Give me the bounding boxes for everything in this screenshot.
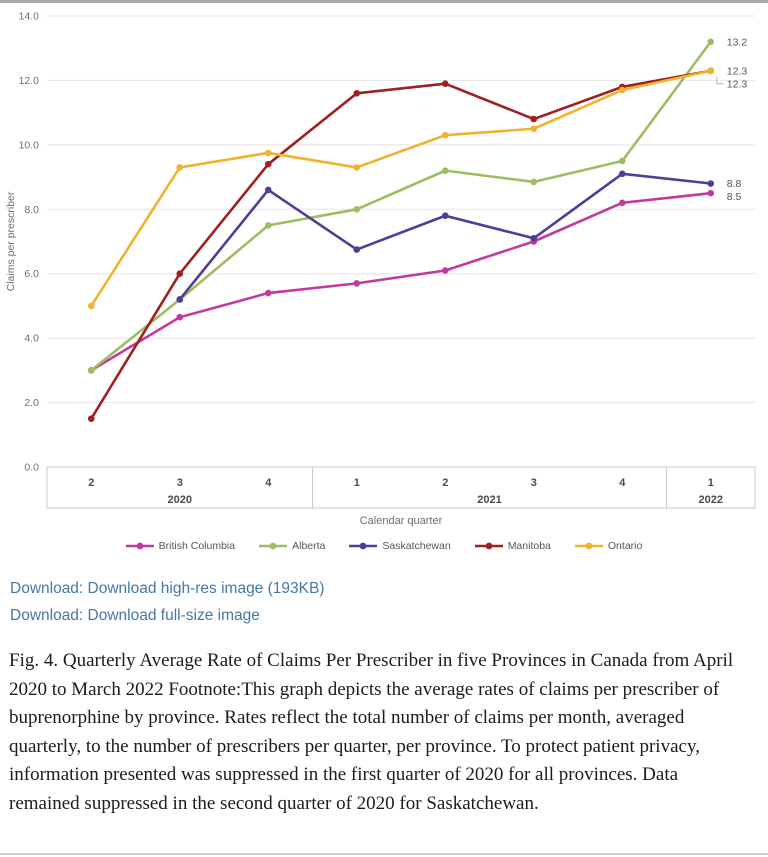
y-tick-label: 2.0 bbox=[24, 397, 39, 410]
legend-label: British Columbia bbox=[158, 539, 236, 552]
y-tick-label: 10.0 bbox=[18, 139, 39, 152]
legend-item-alberta bbox=[259, 540, 325, 552]
x-year-label: 2021 bbox=[477, 494, 502, 506]
y-tick-label: 8.0 bbox=[24, 203, 39, 216]
data-point-saskatchewan bbox=[707, 180, 714, 187]
legend-item-saskatchewan bbox=[349, 540, 450, 552]
data-point-british-columbia bbox=[353, 280, 360, 287]
data-point-british-columbia bbox=[176, 314, 183, 321]
download-full-size-row bbox=[10, 607, 768, 625]
data-point-ontario bbox=[265, 150, 272, 157]
chart-legend bbox=[0, 537, 768, 554]
data-point-ontario bbox=[619, 87, 626, 94]
data-point-manitoba bbox=[442, 80, 449, 87]
legend-marker-icon bbox=[126, 541, 154, 551]
legend-marker-icon bbox=[349, 541, 377, 551]
data-point-ontario bbox=[353, 164, 360, 171]
data-point-saskatchewan bbox=[265, 187, 272, 194]
data-point-ontario bbox=[442, 132, 449, 139]
data-point-saskatchewan bbox=[176, 296, 183, 303]
y-tick-label: 12.0 bbox=[18, 74, 39, 87]
y-tick-label: 0.0 bbox=[24, 461, 39, 474]
claims-per-prescriber-figure bbox=[0, 3, 768, 554]
series-line-saskatchewan bbox=[180, 174, 711, 300]
data-point-manitoba bbox=[530, 116, 537, 123]
download-prefix-label: Download: bbox=[10, 607, 88, 624]
y-tick-label: 4.0 bbox=[24, 332, 39, 345]
legend-marker-icon bbox=[575, 541, 603, 551]
data-point-saskatchewan bbox=[353, 246, 360, 253]
download-high-res-link[interactable]: Download high-res image (193KB) bbox=[87, 580, 325, 597]
data-point-ontario bbox=[707, 67, 714, 74]
value-label-saskatchewan: 8.8 bbox=[726, 178, 742, 191]
data-point-british-columbia bbox=[265, 290, 272, 297]
x-year-label: 2022 bbox=[698, 494, 723, 506]
legend-label: Alberta bbox=[292, 539, 326, 552]
series-line-british-columbia bbox=[91, 193, 711, 370]
x-quarter-label: 1 bbox=[707, 477, 714, 489]
legend-label: Ontario bbox=[607, 539, 643, 552]
download-prefix-label: Download: bbox=[10, 580, 88, 597]
legend-item-ontario bbox=[575, 540, 642, 552]
x-quarter-label: 4 bbox=[265, 477, 272, 489]
data-point-ontario bbox=[88, 303, 95, 310]
x-quarter-label: 2 bbox=[88, 477, 95, 489]
bottom-divider bbox=[0, 853, 768, 855]
series-line-manitoba bbox=[91, 71, 711, 419]
legend-item-manitoba bbox=[475, 540, 551, 552]
x-quarter-label: 3 bbox=[530, 477, 537, 489]
series-line-ontario bbox=[91, 71, 711, 306]
y-tick-label: 14.0 bbox=[18, 10, 39, 23]
value-label-ontario: 12.3 bbox=[726, 78, 748, 91]
value-label-british-columbia: 8.5 bbox=[726, 191, 742, 204]
y-axis-title: Claims per prescriber bbox=[5, 191, 17, 292]
data-point-ontario bbox=[530, 125, 537, 132]
x-quarter-label: 1 bbox=[353, 477, 360, 489]
data-point-manitoba bbox=[176, 270, 183, 277]
data-point-alberta bbox=[88, 367, 95, 374]
y-tick-label: 6.0 bbox=[24, 268, 39, 281]
x-quarter-label: 2 bbox=[442, 477, 449, 489]
data-point-manitoba bbox=[88, 415, 95, 422]
legend-marker-icon bbox=[475, 541, 503, 551]
data-point-saskatchewan bbox=[442, 212, 449, 219]
line-chart bbox=[0, 3, 768, 531]
data-point-ontario bbox=[176, 164, 183, 171]
download-links bbox=[10, 580, 768, 625]
x-axis-title: Calendar quarter bbox=[359, 515, 443, 527]
data-point-alberta bbox=[265, 222, 272, 229]
data-point-british-columbia bbox=[707, 190, 714, 197]
x-axis-box bbox=[47, 467, 755, 508]
data-point-manitoba bbox=[265, 161, 272, 168]
data-point-british-columbia bbox=[619, 200, 626, 207]
data-point-saskatchewan bbox=[619, 171, 626, 178]
x-year-label: 2020 bbox=[167, 494, 192, 506]
x-quarter-label: 4 bbox=[619, 477, 626, 489]
legend-marker-icon bbox=[259, 541, 287, 551]
x-quarter-label: 3 bbox=[176, 477, 183, 489]
figure-caption: Fig. 4. Quarterly Average Rate of Claims Per Prescriber in five Provinces in Canada from April 2020 to March 2022 Footnote:This graph depicts the average rates of claims per prescriber of buprenorphine by province. Rates reflect the total number of claims per month, averaged quarterly, to the number of prescribers per quarter, per province. To protect patient privacy, information presented was suppressed in the first quarter of 2020 for all provinces. Data remained suppressed in the second quarter of 2020 for Saskatchewan. bbox=[9, 650, 734, 814]
legend-label: Manitoba bbox=[507, 539, 551, 552]
data-point-alberta bbox=[442, 167, 449, 174]
download-high-res-row bbox=[10, 580, 768, 598]
data-point-saskatchewan bbox=[530, 235, 537, 242]
data-point-british-columbia bbox=[442, 267, 449, 274]
download-full-size-link[interactable]: Download full-size image bbox=[87, 607, 260, 624]
legend-item-british-columbia bbox=[126, 540, 235, 552]
data-point-alberta bbox=[707, 38, 714, 45]
data-point-alberta bbox=[619, 158, 626, 165]
data-point-manitoba bbox=[353, 90, 360, 97]
legend-label: Saskatchewan bbox=[382, 539, 451, 552]
value-label-manitoba: 12.3 bbox=[726, 65, 748, 78]
value-label-alberta: 13.2 bbox=[726, 36, 748, 49]
data-point-alberta bbox=[530, 179, 537, 186]
data-point-alberta bbox=[353, 206, 360, 213]
